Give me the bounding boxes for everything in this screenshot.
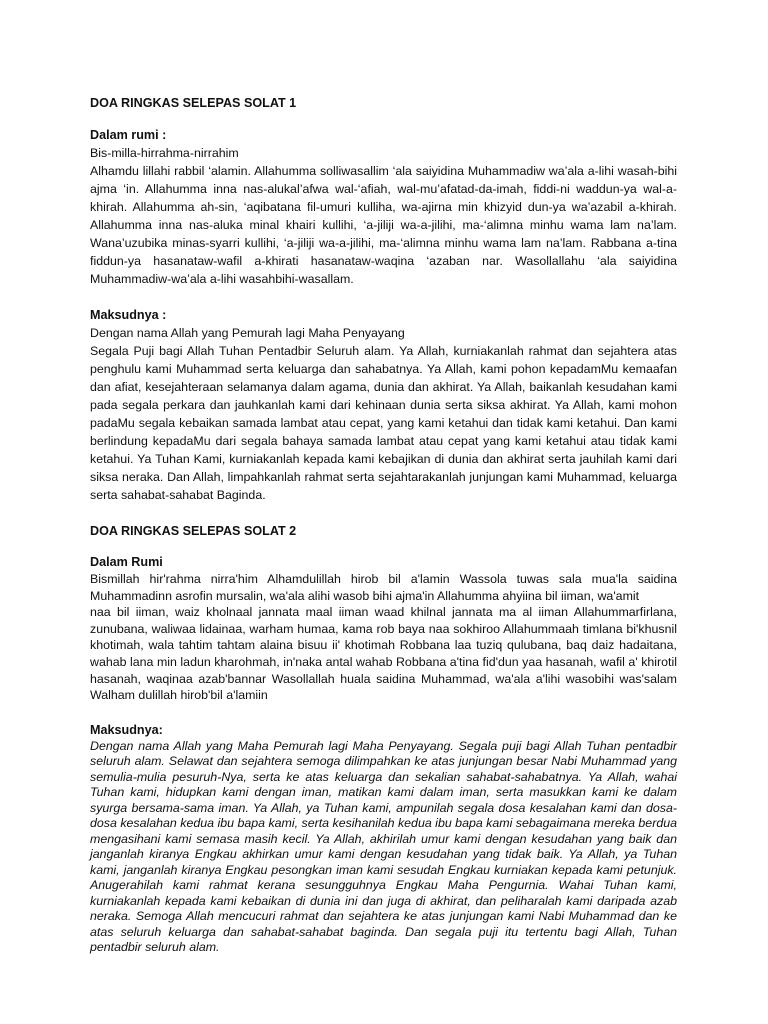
spacer xyxy=(90,288,677,306)
doa-2-rumi-opening: Bismillah hir'rahma nirra'him Alhamdulillah hirob bil a'lamin Wassola tuwas sala mua'la saidina Muhammadinn asrofin mursalin, wa'ala alihi wasob bihi ajma'in Allahumma ahyiina bil iiman, wa'amit xyxy=(90,572,677,603)
document-page xyxy=(90,94,677,956)
doa-1-rumi-text: Alhamdu lillahi rabbil ‘alamin. Allahumma solliwasallim ‘ala saiyidina Muhammadiw wa’ala a-lihi wasah-bihi ajma ‘in. Allahumma inna nas-alukal’afwa wal-‘afiah, wal-mu’afatad-da-imah, fiddi-ni waddun-ya wal-a-khirah. Allahumma ah-sin, ‘aqibatana fil-umuri kulliha, wa-ajirna min khizyid dun-ya wa’azabil a-khirah. Allahumma inna nas-aluka minal khairi kullihi, ‘a-jiliji wa-a-jilihi, ma-‘alimna minhu wama lam na’lam. Wana’uzubika minas-syarri kullihi, ‘a-jiliji wa-a-jilihi, ma-‘alimna minhu wama lam na’lam. Rabbana a-tina fiddun-ya hasanataw-wafil a-khirati hasanataw-waqina ‘azaban nar. Wasollallahu ‘ala saiyidina Muhammadiw-wa’ala a-lihi wasahbihi-wasallam. xyxy=(90,164,677,286)
doa-1-meaning-opening: Dengan nama Allah yang Pemurah lagi Maha Penyayang xyxy=(90,326,405,340)
doa-section-2-meaning xyxy=(90,722,677,956)
doa-section-1 xyxy=(90,94,677,504)
doa-2-meaning-heading: Maksudnya: xyxy=(90,722,163,737)
doa-1-rumi-opening: Bis-milla-hirrahma-nirrahim xyxy=(90,146,239,160)
doa-1-meaning-text: Segala Puji bagi Allah Tuhan Pentadbir Seluruh alam. Ya Allah, kurniakanlah rahmat dan sejahtera atas penghulu kami Muhammad serta keluarga dan sahabatnya. Ya Allah, kami pohon kepadamMu kemaafan dan afiat, kesejahteraan selamanya dalam agama, dunia dan akhirat. Ya Allah, baikanlah kesudahan kami pada segala perkara dan jauhkanlah kami dari kehinaan dunia serta siksa akhirat. Ya Allah, kami mohon padaMu segala kebaikan samada lambat atau cepat, yang kami ketahui dan tidak kami ketahui. Dan kami berlindung kepadaMu dari segala bahaya samada lambat atau cepat yang kami ketahui atau tidak kami ketahui. Ya Tuhan Kami, kurniakanlah kepada kami kebajikan di dunia dan akhirat serta jauhilah kami dari siksa neraka. Dan Allah, limpahkanlah rahmat serta sejahtarakanlah junjungan kami Muhammad, keluarga serta sahabat-sahabat Baginda. xyxy=(90,344,677,502)
doa-2-title: DOA RINGKAS SELEPAS SOLAT 2 xyxy=(90,524,297,538)
spacer xyxy=(90,504,677,522)
doa-section-2 xyxy=(90,522,677,704)
doa-1-rumi-heading: Dalam rumi : xyxy=(90,128,167,142)
doa-1-meaning-heading: Maksudnya : xyxy=(90,308,167,322)
doa-2-meaning-text: Dengan nama Allah yang Maha Pemurah lagi Maha Penyayang. Segala puji bagi Allah Tuhan pentadbir seluruh alam. Selawat dan sejahtera semoga dilimpahkan ke atas junjungan besar Nabi Muhammad yang semulia-mulia pesuruh-Nya, serta ke atas keluarga dan sekalian sahabat-sahabatnya. Ya Allah, wahai Tuhan kami, hidupkan kami dengan iman, matikan kami dalam iman, serta masukkan kami ke dalam syurga bersama-sama iman. Ya Allah, ya Tuhan kami, ampunilah segala dosa kesalahan kami dan dosa-dosa kesalahan kedua ibu bapa kami, serta kesihanilah kedua ibu bapa kami sebagaimana mereka berdua mengasihani kami semasa masih kecil. Ya Allah, akhirilah umur kami dengan kesudahan yang baik dan janganlah kiranya Engkau akhirkan umur kami dengan kesudahan yang tidak baik. Ya Allah, ya Tuhan kami, janganlah kiranya Engkau pesongkan iman kami sesudah Engkau kurniakan kepada kami petunjuk. Anugerahilah kami rahmat kerana sesungguhnya Engkau Maha Pengurnia. Wahai Tuhan kami, kurniakanlah kepada kami kebaikan di dunia ini dan juga di akhirat, dan peliharalah kami daripada azab neraka. Semoga Allah mencucuri rahmat dan sejahtera ke atas junjungan kami Nabi Muhammad dan ke atas seluruh keluarga dan sahabat-sahabat baginda. Dan segala puji itu tertentu bagi Allah, Tuhan pentadbir seluruh alam. xyxy=(90,738,677,955)
doa-2-rumi-heading: Dalam Rumi xyxy=(90,555,163,569)
doa-2-rumi-text: naa bil iiman, waiz kholnaal jannata maal iiman waad khilnal jannata ma al iiman Allahummarfirlana, zunubana, waliwaa lidainaa, warham humaa, kama rob baya naa sokhiroo Allahummaah timlana bi'khusnil khotimah, wala tahtim tahtam alaina bisuu ii' khotimah Robbana laa tuziq qulubana, baq daiz hadaitana, wahab lana min ladun kharohmah, in'naka antal wahab Robbana a'tina fid'dun yaa hasanah, wafil a' khirotil hasanah, waqinaa azab'bannar Wasollallah huala saidina Muhammad, wa'ala a'lihi wasobihi was'salam Walham dulillah hirob'bil a'lamiin xyxy=(90,605,677,703)
spacer xyxy=(90,704,677,722)
doa-1-title: DOA RINGKAS SELEPAS SOLAT 1 xyxy=(90,96,297,110)
